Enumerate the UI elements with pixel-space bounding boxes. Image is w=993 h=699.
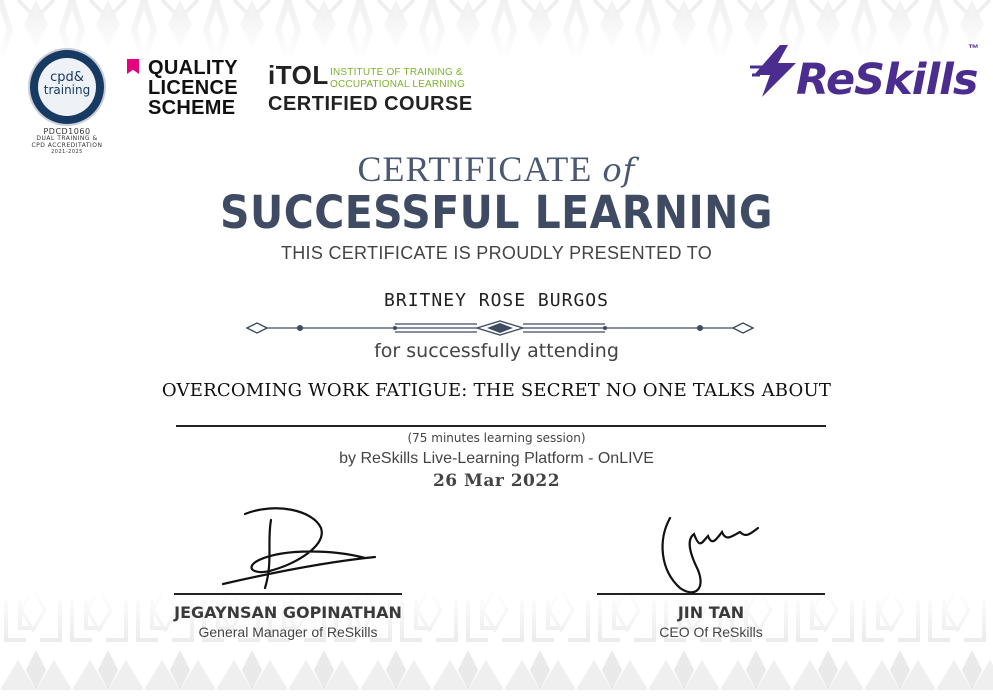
itol-certified-course: CERTIFIED COURSE bbox=[268, 93, 473, 115]
itol-line-2: OCCUPATIONAL LEARNING bbox=[330, 79, 466, 90]
top-border-pattern bbox=[0, 0, 993, 60]
signature-1-line bbox=[174, 593, 402, 595]
cpd-badge-inner bbox=[38, 58, 96, 116]
reskills-logo: ReSkills bbox=[796, 55, 978, 105]
qls-line-1: QUALITY bbox=[148, 57, 238, 79]
cpd-code: PDCD1060 bbox=[43, 127, 91, 136]
cpd-badge-text-2: training bbox=[43, 83, 91, 97]
platform-text: by ReSkills Live-Learning Platform - OnLIVE bbox=[339, 450, 654, 467]
signature-2-line bbox=[597, 593, 825, 595]
signatory-1-name: JEGAYNSAN GOPINATHAN bbox=[174, 603, 402, 622]
signatory-1-title: General Manager of ReSkills bbox=[198, 624, 378, 640]
cpd-line-1: DUAL TRAINING & bbox=[36, 135, 98, 142]
signatory-2-name: JIN TAN bbox=[677, 603, 745, 622]
signature-1 bbox=[215, 502, 380, 597]
lightning-icon bbox=[750, 45, 800, 97]
ornament-divider bbox=[245, 318, 755, 338]
course-underline bbox=[176, 425, 826, 427]
heading-of: of bbox=[602, 151, 636, 189]
cpd-years: 2021-2025 bbox=[51, 149, 83, 155]
heading-prefix: CERTIFICATE bbox=[357, 149, 593, 189]
trademark-symbol: ™ bbox=[968, 43, 979, 55]
attending-text: for successfully attending bbox=[374, 340, 619, 362]
cpd-line-2: CPD ACCREDITATION bbox=[31, 142, 103, 149]
qls-line-2: LICENCE bbox=[148, 77, 238, 99]
certificate-date: 26 Mar 2022 bbox=[432, 471, 561, 491]
recipient-name: BRITNEY ROSE BURGOS bbox=[384, 290, 609, 311]
signature-2 bbox=[650, 510, 770, 600]
signatory-2-title: CEO Of ReSkills bbox=[659, 624, 763, 640]
itol-line-1: INSTITUTE OF TRAINING & bbox=[330, 67, 463, 78]
presented-to-text: THIS CERTIFICATE IS PROUDLY PRESENTED TO bbox=[280, 243, 713, 263]
qls-bookmark-icon bbox=[127, 59, 139, 74]
cpd-badge-text: cpd& bbox=[50, 70, 84, 85]
cpd-accreditation-badge bbox=[30, 50, 104, 124]
qls-line-3: SCHEME bbox=[148, 97, 236, 119]
bottom-border-pattern bbox=[0, 590, 993, 699]
itol-logo: iTOL bbox=[268, 60, 329, 90]
heading-main: SUCCESSFUL LEARNING bbox=[220, 186, 773, 239]
course-title: OVERCOMING WORK FATIGUE: THE SECRET NO ONE TALKS ABOUT bbox=[161, 380, 832, 401]
session-duration: (75 minutes learning session) bbox=[407, 431, 586, 445]
certificate-heading bbox=[0, 148, 993, 190]
